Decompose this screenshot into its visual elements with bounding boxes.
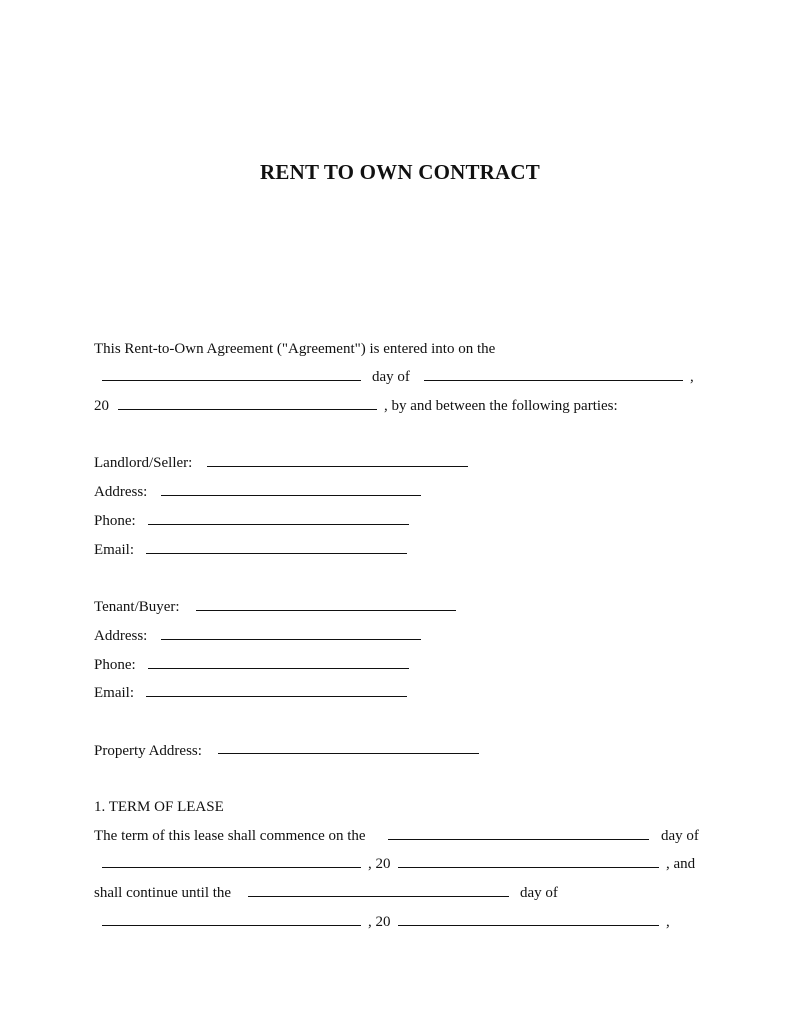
term-year-sep-label: , 20 [368, 856, 391, 872]
term-start-year-blank[interactable] [398, 867, 659, 868]
term-end-day-blank[interactable] [248, 896, 509, 897]
landlord-address-blank[interactable] [161, 495, 421, 496]
agreement-year-blank[interactable] [118, 409, 377, 410]
term-day-of-label: day of [661, 828, 699, 844]
term-year-sep-label-2: , 20 [368, 914, 391, 930]
tenant-address-label: Address: [94, 628, 148, 644]
intro-text: This Rent-to-Own Agreement ("Agreement") is entered into on the [94, 341, 496, 357]
term-day-of-label-2: day of [520, 885, 558, 901]
term-start-month-blank[interactable] [102, 867, 361, 868]
tenant-phone-blank[interactable] [148, 668, 409, 669]
term-and-label: , and [666, 856, 696, 872]
comma-label: , [690, 369, 694, 385]
term-heading: 1. TERM OF LEASE [94, 799, 224, 815]
landlord-label: Landlord/Seller: [94, 455, 193, 471]
tenant-phone-label: Phone: [94, 657, 136, 673]
tenant-address-blank[interactable] [161, 639, 421, 640]
landlord-phone-blank[interactable] [148, 524, 409, 525]
agreement-month-blank[interactable] [424, 380, 683, 381]
landlord-address-label: Address: [94, 484, 148, 500]
landlord-phone-label: Phone: [94, 513, 136, 529]
term-start-day-blank[interactable] [388, 839, 649, 840]
page-title: RENT TO OWN CONTRACT [260, 160, 540, 184]
between-parties-text: , by and between the following parties: [384, 398, 618, 414]
tenant-label: Tenant/Buyer: [94, 599, 180, 615]
landlord-name-blank[interactable] [207, 466, 468, 467]
property-address-blank[interactable] [218, 753, 479, 754]
tenant-email-blank[interactable] [146, 696, 407, 697]
day-of-label: day of [372, 369, 410, 385]
term-commence-text: The term of this lease shall commence on the [94, 828, 366, 844]
landlord-email-label: Email: [94, 542, 134, 558]
agreement-day-blank[interactable] [102, 380, 361, 381]
landlord-email-blank[interactable] [146, 553, 407, 554]
tenant-name-blank[interactable] [196, 610, 456, 611]
term-continue-text: shall continue until the [94, 885, 232, 901]
term-end-year-blank[interactable] [398, 925, 659, 926]
property-address-label: Property Address: [94, 743, 202, 759]
term-comma-end-label: , [666, 914, 670, 930]
tenant-email-label: Email: [94, 685, 134, 701]
term-end-month-blank[interactable] [102, 925, 361, 926]
year-prefix-label: 20 [94, 398, 109, 414]
